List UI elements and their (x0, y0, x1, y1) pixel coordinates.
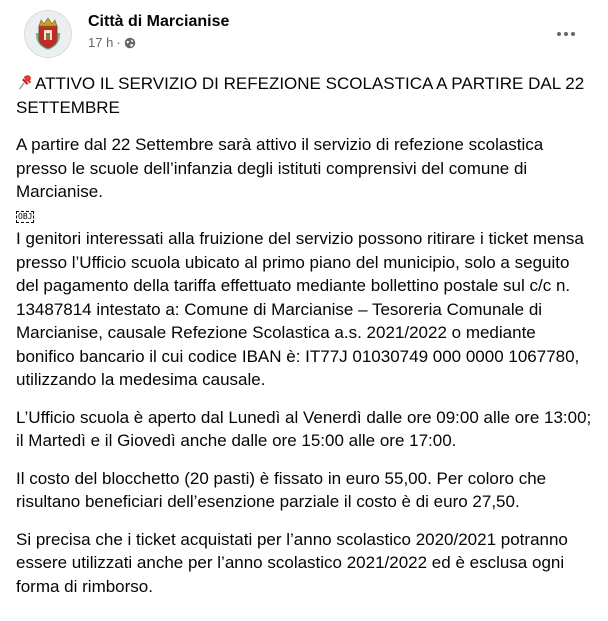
object-replacement-glyph: OBJ (18, 211, 33, 221)
pushpin-icon (16, 73, 34, 91)
paragraph-start-date (16, 133, 592, 392)
paragraph-ticket-info-text: I genitori interessati alla fruizione del servizio possono ritirare i ticket mensa presso l’Ufficio scuola ubicato al primo piano del municipio, solo a seguito del pagamento della tariffa effettuato mediante bollettino postale sul c/c n. 13487814 intestato a: Comune di Marcianise – Tesoreria Comunale di Marcianise, causale Refezione Scolastica a.s. 2021/2022 o mediante bonifico bancario il cui codice IBAN è: IT77J 01030749 000 0000 1067780, utilizzando la medesima causale. (16, 229, 584, 389)
city-crest-icon[interactable] (24, 10, 72, 58)
post-subline (88, 35, 229, 51)
avatar-image (25, 11, 71, 57)
post-title: ATTIVO IL SERVIZIO DI REFEZIONE SCOLASTICA A PARTIRE DAL 22 SETTEMBRE (16, 74, 585, 117)
more-options-icon (557, 32, 575, 36)
globe-icon[interactable] (124, 37, 136, 49)
post-content (16, 72, 592, 598)
paragraph-office-hours: L’Ufficio scuola è aperto dal Lunedì al Venerdì dalle ore 09:00 alle ore 13:00; il Martedì e il Giovedì anche dalle ore 15:00 alle ore 17:00. (16, 407, 592, 450)
paragraph-start-date-text: A partire dal 22 Settembre sarà attivo il servizio di refezione scolastica presso le scuole dell’infanzia degli istituti comprensivi del comune di Marcianise. (16, 135, 544, 201)
post-meta (88, 12, 229, 51)
more-options-button[interactable] (548, 16, 584, 52)
post-title-line (16, 72, 592, 119)
post-timestamp[interactable]: 17 h (88, 35, 114, 50)
post-header (16, 0, 592, 66)
separator-dot: · (116, 35, 121, 50)
page-name-link[interactable]: Città di Marcianise (88, 13, 230, 30)
paragraph-cost: Il costo del blocchetto (20 pasti) è fissato in euro 55,00. Per coloro che risultano beneficiari dell’esenzione parziale il costo è di euro 27,50. (16, 468, 547, 511)
paragraph-refund-policy: Si precisa che i ticket acquistati per l’anno scolastico 2020/2021 potranno essere utilizzati anche per l’anno scolastico 2021/2022 ed è esclusa ogni forma di rimborso. (16, 529, 568, 596)
